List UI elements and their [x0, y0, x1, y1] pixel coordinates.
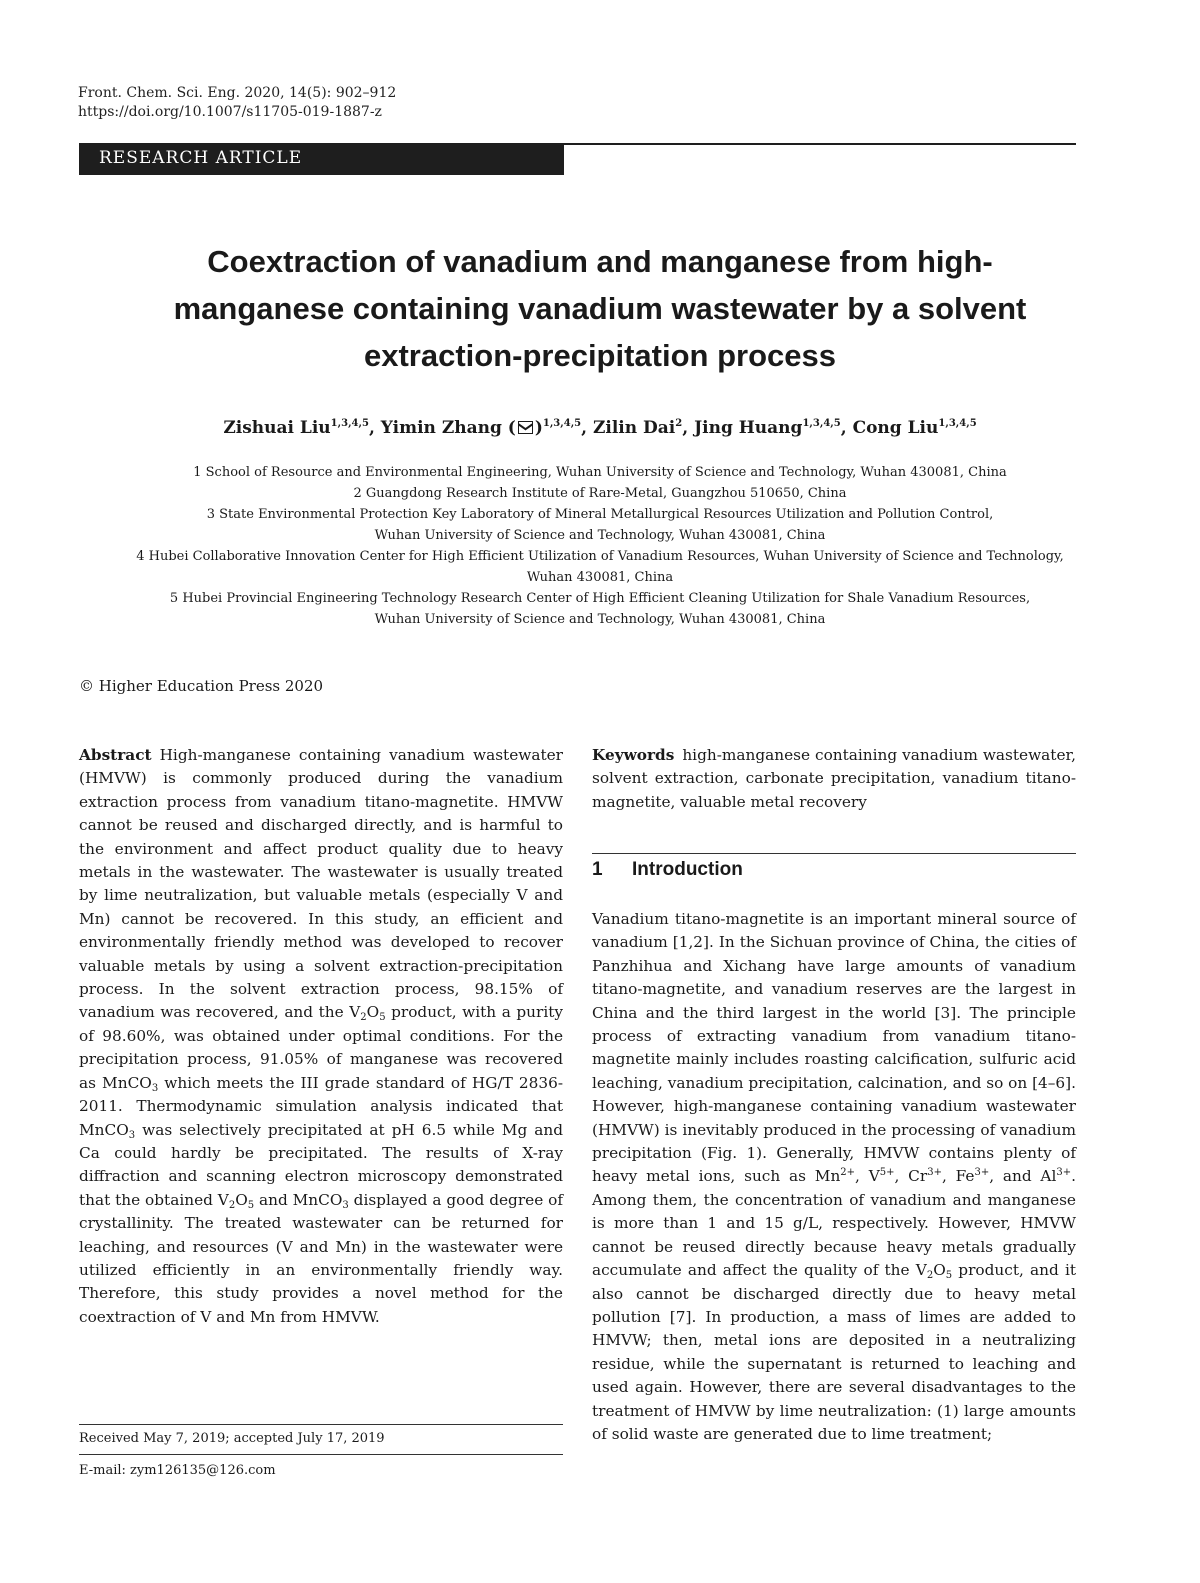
abstract-heading: Abstract	[79, 746, 152, 764]
abstract-text: High-manganese containing vanadium wastewater (HMVW) is commonly produced during the vanadium extraction process from vanadium titano-magnetite. HMVW cannot be reused and discharged directly, and is harmful to the environment and affect product quality due to heavy metals in the wastewater. The wastewater is usually treated by lime neutralization, but valuable metals (especially V and Mn) cannot be recovered. In this study, an efficient and environmentally friendly method was developed to recover valuable metals by using a solvent extraction-precipitation process. In the solvent extraction process, 98.15% of vanadium was recovered, and the $V_2O_5$ product, with a purity of 98.60%, was obtained under optimal conditions. For the precipitation process, 91.05% of manganese was recovered as MnCO$_3$ which meets the III grade standard of HG/T 2836-2011. Thermodynamic simulation analysis indicated that MnCO$_3$ was selectively precipitated at pH 6.5 while Mg and Ca could hardly be precipitated. The results of X-ray diffraction and scanning electron microscopy demonstrated that the obtained $V_2O_5$ and MnCO$_3$ displayed a good degree of crystallinity. The treated wastewater can be returned for leaching, and resources (V and Mn) in the wastewater were utilized efficiently in an environmentally friendly way. Therefore, this study provides a novel method for the coextraction of V and Mn from HMVW.	[79, 746, 564, 1326]
section-number: 1	[592, 859, 603, 880]
paper-title	[60, 238, 1140, 379]
footnote-rule	[79, 1454, 563, 1455]
section-heading	[592, 859, 743, 881]
title-line: manganese containing vanadium wastewater by a solvent	[173, 291, 1027, 326]
affiliation-line: Wuhan University of Science and Technology, Wuhan 430081, China	[374, 528, 826, 543]
author-name: Zishuai Liu	[223, 418, 331, 438]
affiliation-line: 4 Hubei Collaborative Innovation Center for High Efficient Utilization of Vanadium Resources, Wuhan University of Science and Technology,	[136, 549, 1064, 564]
copyright-notice: © Higher Education Press 2020	[79, 677, 324, 695]
author-name: Yimin Zhang (	[380, 418, 516, 438]
author-list: Zishuai Liu$^{1,3,4,5}$, Yimin Zhang ( )$^{1,3,4,5}$, Zilin Dai$^2$, Jing Huang$^{1,3,4,5}$, Cong Liu$^{1,3,4,5}$	[223, 418, 977, 438]
introduction-paragraph: Vanadium titano-magnetite is an important mineral source of vanadium [1,2]. In the Sichuan province of China, the cities of Panzhihua and Xichang have large amounts of vanadium titano-magnetite, and vanadium reserves are the largest in China and the third largest in the world [3]. The principle process of extracting vanadium from vanadium titano-magnetite mainly includes roasting calcification, sulfuric acid leaching, vanadium precipitation, calcination, and so on [4–6]. However, high-manganese containing vanadium wastewater (HMVW) is inevitably produced in the processing of vanadium precipitation (Fig. 1). Generally, HMVW contains plenty of heavy metal ions, such as $Mn^{2+}$, $V^{5+}$, $Cr^{3+}$, $Fe^{3+}$, and $Al^{3+}$. Among them, the concentration of vanadium and manganese is more than 1 and 15 g/L, respectively. However, HMVW cannot be reused directly because heavy metals gradually accumulate and affect the quality of the $V_2O_5$ product, and it also cannot be discharged directly due to heavy metal pollution [7]. In production, a mass of limes are added to HMVW; then, metal ions are deposited in a neutralizing residue, while the supernatant is returned to leaching and used again. However, there are several disadvantages to the treatment of HMVW by lime neutralization: (1) large amounts of solid waste are generated due to lime treatment;	[592, 910, 1076, 1443]
corresponding-email[interactable]: E-mail: zym126135@126.com	[79, 1463, 276, 1478]
affiliation-line: 3 State Environmental Protection Key Laboratory of Mineral Metallurgical Resources Utilization and Pollution Control,	[206, 507, 994, 522]
author-name: Cong Liu	[852, 418, 939, 438]
affiliations	[60, 462, 1140, 630]
author-affil: 1,3,4,5	[802, 418, 841, 429]
author-name: Jing Huang	[694, 418, 803, 438]
author-affil: 1,3,4,5	[542, 418, 582, 429]
footnote-rule	[79, 1424, 563, 1425]
author-name: Zilin Dai	[592, 418, 676, 438]
title-line: extraction-precipitation process	[363, 338, 836, 373]
header-rule	[564, 143, 1076, 145]
keywords-heading: Keywords	[592, 746, 675, 764]
author-affil: 1,3,4,5	[938, 418, 977, 429]
affiliation-line: 5 Hubei Provincial Engineering Technology Research Center of High Efficient Cleaning Utilization for Shale Vanadium Resources,	[169, 591, 1031, 606]
doi-link[interactable]: https://doi.org/10.1007/s11705-019-1887-z	[78, 104, 382, 120]
affiliation-line: Wuhan 430081, China	[526, 570, 674, 585]
affiliation-line: 2 Guangdong Research Institute of Rare-Metal, Guangzhou 510650, China	[353, 486, 847, 501]
received-dates: Received May 7, 2019; accepted July 17, 2019	[79, 1431, 385, 1446]
journal-citation: Front. Chem. Sci. Eng. 2020, 14(5): 902–912	[78, 85, 397, 101]
section-rule	[592, 853, 1076, 854]
keywords-text: high-manganese containing vanadium wastewater, solvent extraction, carbonate precipitation, vanadium titano-magnetite, valuable metal recovery	[592, 746, 1076, 811]
section-title: Introduction	[632, 859, 743, 880]
affiliation-line: Wuhan University of Science and Technology, Wuhan 430081, China	[374, 612, 826, 627]
abstract-block	[79, 744, 563, 1329]
envelope-icon	[518, 421, 533, 434]
affiliation-line: 1 School of Resource and Environmental Engineering, Wuhan University of Science and Technology, Wuhan 430081, China	[193, 465, 1007, 480]
introduction-body	[592, 908, 1076, 1446]
author-affil: 1,3,4,5	[330, 418, 369, 429]
keywords-block	[592, 744, 1076, 814]
article-type-label: RESEARCH ARTICLE	[99, 148, 303, 168]
article-type-banner	[79, 143, 564, 175]
title-line: Coextraction of vanadium and manganese from high-	[207, 244, 993, 279]
author-affil: 2	[675, 418, 683, 429]
